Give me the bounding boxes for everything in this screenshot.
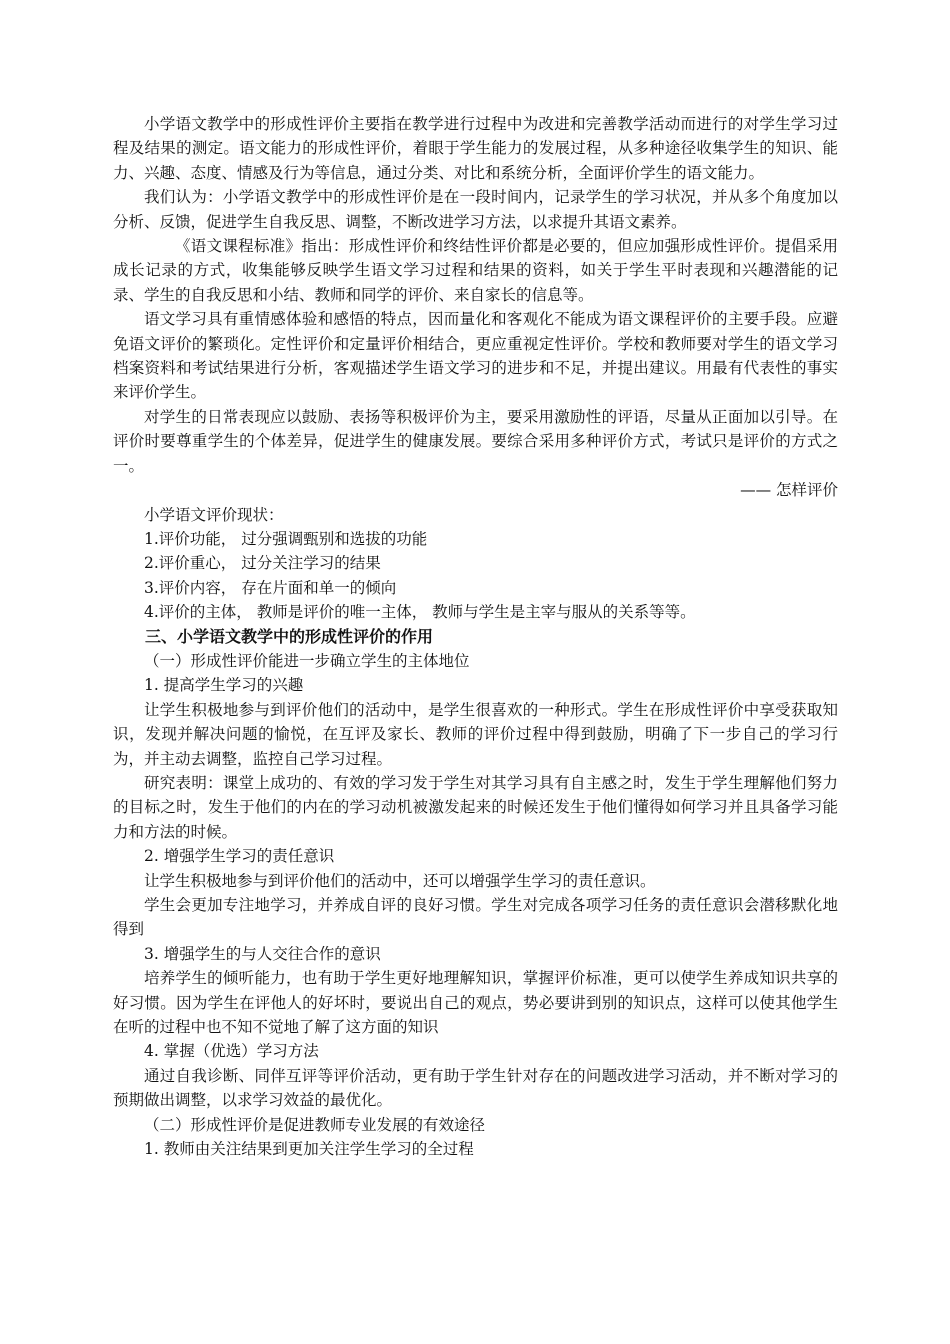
point-3-body: 培养学生的倾听能力，也有助于学生更好地理解知识，掌握评价标准，更可以使学生养成知识共享的好习惯。因为学生在评他人的好坏时，要说出自己的观点，势必要讲到别的知识点，这样可以使其他学生在听的过程中也不知不觉地了解了这方面的知识 [113, 969, 838, 1037]
intro-paragraph-4: 语文学习具有重情感体验和感悟的特点，因而量化和客观化不能成为语文课程评价的主要手段。应避免语文评价的繁琐化。定性评价和定量评价相结合，更应重视定性评价。学校和教师要对学生的语文学习档案资料和考试结果进行分析，客观描述学生语文学习的进步和不足，并提出建议。用最有代表性的事实来评价学生。 [113, 310, 838, 402]
point-4-title: 4. 掌握（优选）学习方法 [144, 1042, 319, 1061]
point-4-body: 通过自我诊断、同伴互评等评价活动，更有助于学生针对存在的问题改进学习活动，并不断对学习的预期做出调整，以求学习效益的最优化。 [113, 1066, 838, 1110]
intro-paragraph-1: 小学语文教学中的形成性评价主要指在教学进行过程中为改进和完善教学活动而进行的对学生学习过程及结果的测定。语文能力的形成性评价，着眼于学生能力的发展过程，从多种途径收集学生的知识、能力、兴趣、态度、情感及行为等信息，通过分类、对比和系统分析，全面评价学生的语文能力。 [113, 115, 838, 182]
status-item-1: 1.评价功能， 过分强调甄别和选拔的功能 [144, 529, 428, 548]
signature: —— 怎样评价 [740, 481, 838, 500]
subsection-2-title: （二）形成性评价是促进教师专业发展的有效途径 [144, 1115, 486, 1134]
status-item-2: 2.评价重心， 过分关注学习的结果 [144, 554, 381, 573]
status-item-3: 3.评价内容， 存在片面和单一的倾向 [144, 578, 397, 597]
document-page [113, 112, 838, 1161]
teacher-point-1-title: 1. 教师由关注结果到更加关注学生学习的全过程 [144, 1140, 474, 1159]
intro-paragraph-2: 我们认为：小学语文教学中的形成性评价是在一段时间内，记录学生的学习状况，并从多个角度加以分析、反馈，促进学生自我反思、调整，不断改进学习方法，以求提升其语文素养。 [113, 188, 838, 231]
point-1-title: 1. 提高学生学习的兴趣 [144, 676, 304, 695]
intro-paragraph-5: 对学生的日常表现应以鼓励、表扬等积极评价为主，要采用激励性的评语，尽量从正面加以引导。在评价时要尊重学生的个体差异，促进学生的健康发展。要综合采用多种评价方式，考试只是评价的方式之一。 [113, 407, 838, 475]
section-heading: 三、小学语文教学中的形成性评价的作用 [145, 626, 434, 646]
status-title: 小学语文评价现状： [144, 505, 284, 524]
intro-paragraph-3: 《语文课程标准》指出：形成性评价和终结性评价都是必要的，但应加强形成性评价。提倡采用成长记录的方式，收集能够反映学生语文学习过程和结果的资料，如关于学生平时表现和兴趣潜能的记录、学生的自我反思和小结、教师和同学的评价、来自家长的信息等。 [113, 237, 838, 304]
point-2-title: 2. 增强学生学习的责任意识 [144, 847, 335, 866]
subsection-1-title: （一）形成性评价能进一步确立学生的主体地位 [144, 651, 470, 670]
point-1-body-2: 研究表明：课堂上成功的、有效的学习发于学生对其学习具有自主感之时，发生于学生理解他们努力的目标之时，发生于他们的内在的学习动机被激发起来的时候还发生于他们懂得如何学习并且具备学习能力和方法的时候。 [113, 773, 838, 841]
status-item-4: 4.评价的主体， 教师是评价的唯一主体， 教师与学生是主宰与服从的关系等等。 [144, 603, 696, 622]
point-1-body-1: 让学生积极地参与到评价他们的活动中，是学生很喜欢的一种形式。学生在形成性评价中享受获取知识，发现并解决问题的愉悦，在互评及家长、教师的评价过程中得到鼓励，明确了下一步自己的学习行为，并主动去调整，监控自己学习过程。 [113, 700, 838, 768]
point-2-body-1: 让学生积极地参与到评价他们的活动中，还可以增强学生学习的责任意识。 [144, 871, 656, 890]
point-2-body-2: 学生会更加专注地学习，并养成自评的良好习惯。学生对完成各项学习任务的责任意识会潜移默化地得到 [113, 896, 838, 939]
point-3-title: 3. 增强学生的与人交往合作的意识 [144, 944, 381, 963]
